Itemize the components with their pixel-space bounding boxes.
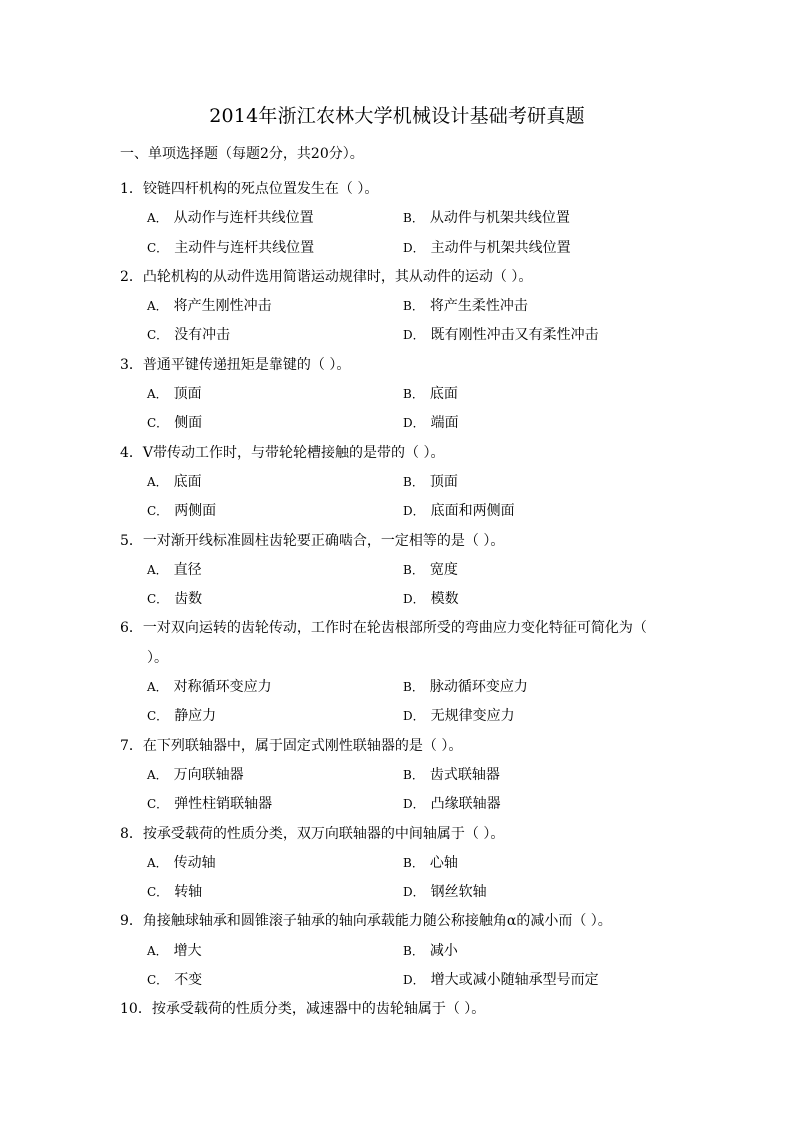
question-2-option-a[interactable]: A． 将产生刚性冲击 bbox=[147, 298, 272, 315]
question-5-stem: 5．一对渐开线标准圆柱齿轮要正确啮合，一定相等的是（ ）。 bbox=[120, 532, 505, 549]
question-3-option-b[interactable]: B． 底面 bbox=[403, 386, 458, 403]
question-5-option-b[interactable]: B． 宽度 bbox=[403, 561, 458, 578]
page-title: 2014年浙江农林大学机械设计基础考研真题 bbox=[209, 105, 585, 127]
question-1-options-row-2 bbox=[120, 237, 680, 266]
question-8-options-row-1 bbox=[120, 852, 680, 881]
question-1-options-row-1 bbox=[120, 207, 680, 236]
question-9-options-row-1 bbox=[120, 940, 680, 969]
question-1-option-d[interactable]: D． 主动件与机架共线位置 bbox=[403, 239, 571, 256]
question-7-option-d[interactable]: D． 凸缘联轴器 bbox=[403, 796, 501, 813]
question-4-option-b[interactable]: B． 顶面 bbox=[403, 473, 458, 490]
question-3-option-a[interactable]: A． 顶面 bbox=[147, 386, 202, 403]
question-4-option-a[interactable]: A． 底面 bbox=[147, 473, 202, 490]
question-1-option-c[interactable]: C． 主动件与连杆共线位置 bbox=[147, 239, 315, 256]
question-5-options-row-2 bbox=[120, 588, 680, 617]
section-heading: 一、单项选择题（每题2分，共20分）。 bbox=[120, 146, 364, 162]
question-1-option-b[interactable]: B． 从动件与机架共线位置 bbox=[403, 210, 570, 227]
question-5-option-c[interactable]: C． 齿数 bbox=[147, 591, 203, 608]
question-2-options-row-2 bbox=[120, 324, 680, 353]
question-2-options-row-1 bbox=[120, 295, 680, 324]
question-4-options-row-1 bbox=[120, 471, 680, 500]
question-4-option-c[interactable]: C． 两侧面 bbox=[147, 503, 217, 520]
question-9-option-d[interactable]: D． 增大或减小随轴承型号而定 bbox=[403, 972, 599, 989]
question-8-option-c[interactable]: C． 转轴 bbox=[147, 884, 203, 901]
question-3-options-row-1 bbox=[120, 383, 680, 412]
question-3-stem: 3．普通平键传递扭矩是靠键的（ ）。 bbox=[120, 356, 351, 373]
question-8-option-b[interactable]: B． 心轴 bbox=[403, 854, 458, 871]
question-6-stem: 6．一对双向运转的齿轮传动，工作时在轮齿根部所受的弯曲应力变化特征可简化为（ bbox=[120, 620, 647, 637]
question-6-option-c[interactable]: C． 静应力 bbox=[147, 708, 217, 725]
question-3-option-c[interactable]: C． 侧面 bbox=[147, 415, 203, 432]
question-7-options-row-2 bbox=[120, 793, 680, 822]
question-6-option-a[interactable]: A． 对称循环变应力 bbox=[147, 679, 272, 696]
question-6-stem-continuation: ）。 bbox=[147, 649, 168, 666]
question-9-option-c[interactable]: C． 不变 bbox=[147, 972, 203, 989]
question-5-options-row-1 bbox=[120, 559, 680, 588]
question-2-option-c[interactable]: C． 没有冲击 bbox=[147, 327, 231, 344]
question-9-option-b[interactable]: B． 减小 bbox=[403, 942, 458, 959]
question-3-options-row-2 bbox=[120, 412, 680, 441]
question-8-options-row-2 bbox=[120, 881, 680, 910]
question-6-options-row-1 bbox=[120, 676, 680, 705]
question-6-option-d[interactable]: D． 无规律变应力 bbox=[403, 708, 515, 725]
question-4-options-row-2 bbox=[120, 500, 680, 529]
question-6-options-row-2 bbox=[120, 705, 680, 734]
question-2-stem: 2．凸轮机构的从动件选用简谐运动规律时，其从动件的运动（ ）。 bbox=[120, 268, 533, 285]
question-7-option-a[interactable]: A． 万向联轴器 bbox=[147, 766, 244, 783]
question-8-option-a[interactable]: A． 传动轴 bbox=[147, 854, 216, 871]
question-5-option-a[interactable]: A． 直径 bbox=[147, 561, 202, 578]
question-7-option-c[interactable]: C． 弹性柱销联轴器 bbox=[147, 796, 273, 813]
question-4-option-d[interactable]: D． 底面和两侧面 bbox=[403, 503, 515, 520]
question-6-option-b[interactable]: B． 脉动循环变应力 bbox=[403, 679, 528, 696]
question-7-stem: 7．在下列联轴器中，属于固定式刚性联轴器的是（ ）。 bbox=[120, 737, 463, 754]
question-7-options-row-1 bbox=[120, 764, 680, 793]
question-2-option-d[interactable]: D． 既有刚性冲击又有柔性冲击 bbox=[403, 327, 599, 344]
question-8-stem: 8．按承受载荷的性质分类，双万向联轴器的中间轴属于（ ）。 bbox=[120, 825, 505, 842]
question-9-options-row-2 bbox=[120, 969, 680, 998]
question-9-option-a[interactable]: A． 增大 bbox=[147, 942, 202, 959]
question-3-option-d[interactable]: D． 端面 bbox=[403, 415, 459, 432]
question-9-stem: 9．角接触球轴承和圆锥滚子轴承的轴向承载能力随公称接触角α的减小而（ ）。 bbox=[120, 913, 612, 930]
question-1-option-a[interactable]: A． 从动作与连杆共线位置 bbox=[147, 210, 314, 227]
question-1-stem: 1．铰链四杆机构的死点位置发生在（ ）。 bbox=[120, 181, 379, 197]
question-5-option-d[interactable]: D． 模数 bbox=[403, 591, 459, 608]
question-7-option-b[interactable]: B． 齿式联轴器 bbox=[403, 766, 500, 783]
question-4-stem: 4．V带传动工作时，与带轮轮槽接触的是带的（ ）。 bbox=[120, 444, 445, 461]
question-2-option-b[interactable]: B． 将产生柔性冲击 bbox=[403, 298, 528, 315]
question-8-option-d[interactable]: D． 钢丝软轴 bbox=[403, 884, 487, 901]
question-list bbox=[120, 178, 680, 1028]
question-10-stem: 10．按承受载荷的性质分类，减速器中的齿轮轴属于（ ）。 bbox=[120, 1001, 486, 1018]
